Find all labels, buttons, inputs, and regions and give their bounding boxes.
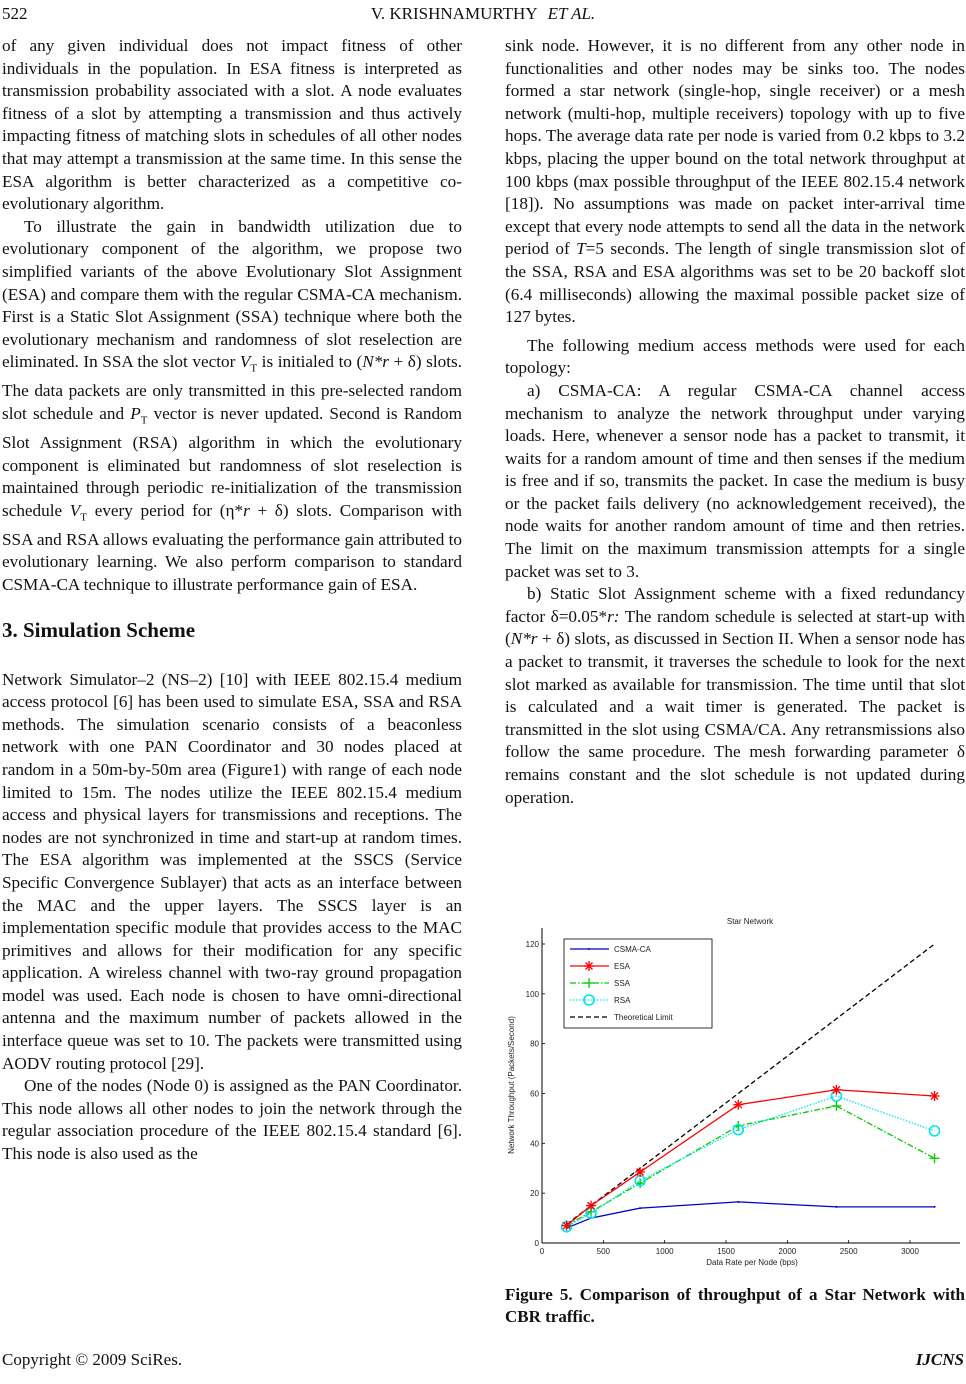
svg-text:40: 40 <box>530 1139 539 1149</box>
svg-text:100: 100 <box>525 989 539 999</box>
page-header <box>0 4 966 26</box>
svg-text:500: 500 <box>596 1247 611 1256</box>
right-column <box>505 35 965 809</box>
svg-text:3000: 3000 <box>901 1247 919 1256</box>
x-axis-label: Data Rate per Node (bps) <box>706 1258 798 1267</box>
paragraph-variants: To illustrate the gain in bandwidth utilization due to evolutionary component of the algorithm, we propose two simplified variants of the above Evolutionary Slot Assignment (ESA) and compare them with the regular CSMA-CA mechanism. First is a Static Slot Assignment (SSA) technique where both the evolutionary mechanism and randomness of slot reselection are eliminated. In SSA the slot vector $V_T$ is initialed to (N*r + δ) slots. The data packets are only transmitted in this pre-selected random slot schedule and $P_T$ vector is never updated. Second is Random Slot Assignment (RSA) algorithm in which the evolutionary component is eliminated but randomness of slot reselection is maintained through periodic re-initialization of the transmission schedule $V_T$ every period for (η*r + δ) slots. Comparison with SSA and RSA allows evaluating the performance gain attributed to evolutionary learning. We also perform comparison to standard CSMA-CA technique to illustrate performance gain of ESA. <box>2 216 462 594</box>
svg-text:80: 80 <box>530 1039 539 1049</box>
series-csma-ca <box>567 1202 935 1228</box>
running-author: V. KRISHNAMURTHY <box>370 4 538 23</box>
paragraph: The following medium access methods were used for each topology: <box>505 335 965 378</box>
paragraph: One of the nodes (Node 0) is assigned as the PAN Coordinator. This node allows all other nodes to join the network through the regular association procedure of the IEEE 802.15.4 standard [6]. This node is also used as the <box>2 1076 462 1164</box>
left-column <box>2 35 462 1166</box>
svg-text:2000: 2000 <box>778 1247 797 1256</box>
series-ssa <box>567 1106 935 1226</box>
svg-text:1000: 1000 <box>655 1247 674 1256</box>
chart-svg <box>500 910 966 1280</box>
paragraph: sink node. However, it is no different from any other node in functionalities and other nodes may be sinks too. The nodes formed a star network (single-hop, single receiver) or a mesh network (multi-hop, multiple receivers) topology with up to five hops. The average data rate per node is varied from 0.2 kbps to 3.2 kbps, placing the upper bound on the total network throughput at 100 kbps (max possible throughput of the IEEE 802.15.4 network [18]). No assumptions was made on packet inter-arrival time except that every node attempts to send all the data in the network period of T=5 seconds. The length of single transmission slot of the SSA, RSA and ESA algorithms was set to be 20 backoff slot (6.4 milliseconds) allowing the maximal possible packet size of 127 bytes. <box>505 36 965 327</box>
chart-title: Star Network <box>726 917 774 926</box>
paragraph: Network Simulator–2 (NS–2) [10] with IEEE 802.15.4 medium access protocol [6] has been used to simulate ESA, SSA and RSA methods. The simulation scenario consists of a beaconless network with one PAN Coordinator and 30 nodes placed at random in a 50m-by-50m area (Figure1) with range of each node limited to 15m. The nodes utilize the IEEE 802.15.4 medium access and physical layers for transmissions and receptions. The nodes are not synchronized in time and start-up at random times. The ESA algorithm was implemented at the SSCS (Service Specific Convergence Sublayer) that acts as an interface between the MAC and the upper layers. The SSCS layer is an implementation specific module that provides access to the MAC primitives and allows for their modification for any specific application. A wireless channel with two-ray ground propagation model was used. Each node is chosen to have omni-directional antenna and the maximum number of packets allowed in the interface queue was set to 10. The packets were transmitted using AODV routing protocol [29]. <box>2 669 462 1073</box>
svg-text:1500: 1500 <box>717 1247 735 1256</box>
series-esa <box>567 1090 935 1226</box>
figure-caption: Figure 5. Comparison of throughput of a Star Network with CBR traffic. <box>505 1285 965 1326</box>
svg-text:0: 0 <box>534 1239 539 1248</box>
svg-text:120: 120 <box>525 940 539 949</box>
svg-text:SSA: SSA <box>614 979 631 988</box>
svg-text:20: 20 <box>530 1189 539 1199</box>
svg-text:RSA: RSA <box>614 996 631 1005</box>
running-title <box>0 4 966 24</box>
svg-text:CSMA-CA: CSMA-CA <box>614 945 651 954</box>
copyright: Copyright © 2009 SciRes. <box>2 1350 183 1369</box>
paragraph-csma: a) CSMA-CA: A regular CSMA-CA channel access mechanism to analyze the network throughput under varying loads. Here, whenever a sensor node has a packet to transmit, it waits for a random amount of time and then senses if the medium is free and if so, transmits the packet. In case the medium is busy or the packet fails delivery (no acknowledgement received), the node waits for another random amount of time and then retries. The limit on the maximum transmission attempts for a single packet was set to 3. <box>505 380 965 581</box>
y-axis-label: Network Throughput (Packets/Second) <box>507 1016 516 1154</box>
paragraph-ssa: b) Static Slot Assignment scheme with a fixed redundancy factor δ=0.05*r: The random schedule is selected at start-up with (N*r + δ) slots, as discussed in Section II. When a sensor node has a packet to transmit, it traverses the schedule to look for the next slot marked as available for transmission. The time until that slot is calculated and a wait timer is generated. The packet is transmitted in the slot using CSMA/CA. Any retransmissions also follow the same procedure. The mesh forwarding parameter δ remains constant and the slot schedule is not updated during operation. <box>505 584 965 807</box>
section-heading: 3. Simulation Scheme <box>2 617 196 642</box>
svg-text:60: 60 <box>530 1089 539 1099</box>
svg-text:2500: 2500 <box>839 1247 858 1256</box>
running-et-al: ET AL. <box>547 4 596 23</box>
svg-text:0: 0 <box>539 1247 545 1256</box>
journal-name: IJCNS <box>915 1350 964 1369</box>
svg-text:Theoretical Limit: Theoretical Limit <box>614 1013 673 1022</box>
throughput-chart <box>500 910 966 1280</box>
paragraph: of any given individual does not impact fitness of other individuals in the population. In ESA fitness is interpreted as transmission probability associated with a slot. A node evaluates fitness of a slot by attempting a transmission and thus actively impacting fitness of matching slots in schedules of all other nodes that may attempt a transmission at the same time. In this sense the ESA algorithm is better characterized as a competitive co-evolutionary algorithm. <box>2 36 462 214</box>
page-number: 522 <box>2 4 28 23</box>
svg-text:ESA: ESA <box>614 962 631 971</box>
